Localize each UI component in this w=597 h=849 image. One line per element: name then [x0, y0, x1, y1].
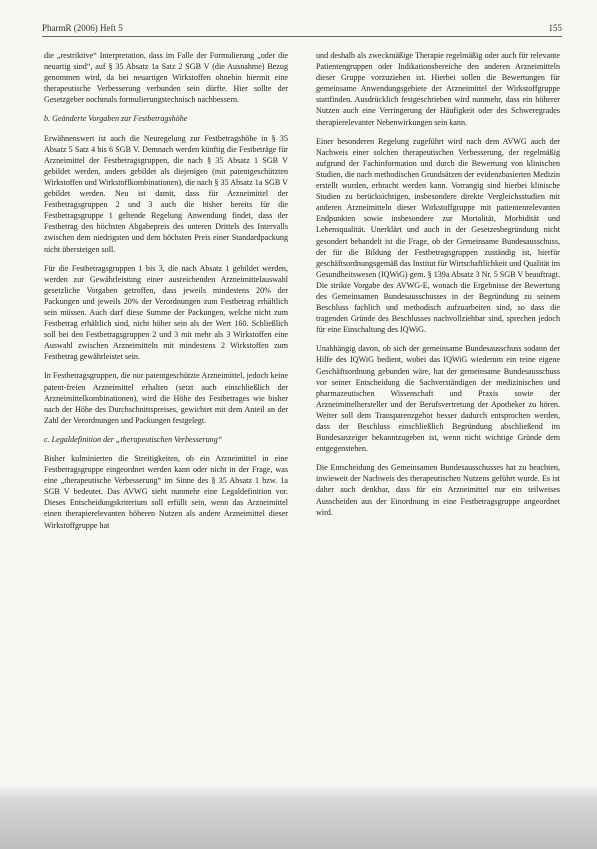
left-paragraph-2: Erwähnenswert ist auch die Neuregelung zur Festbetragshöhe in § 35 Absatz 5 Satz 4 bis 6 SGB V. Demnach werden künftig die Festbeträge für Arzneimittel der Festbetragsgruppen, die nach § 35 Absatz 1 SGB V gebildet werden, anders gebildet als diejenigen (mit patentgeschützten Wirkstoffen und Wirkstoffkombinationen), die nach § 35 Absatz 1a SGB V gebildet werden. Neu ist damit, dass für Arzneimittel der Festbetragsgruppen 2 und 3 auch die bisher bereits für die Festbetragsgruppe 1 geltende Regelung Anwendung findet, dass der Festbetrag den höchsten Abgabepreis des unteren Drittels des Intervalls zwischen dem niedrigsten und dem höchsten Preis einer Standardpackung nicht übersteigen soll. — [44, 133, 288, 254]
section-heading-b: b. Geänderte Vorgaben zur Festbetragshöhe — [44, 114, 188, 124]
scan-shadow — [0, 785, 597, 849]
left-paragraph-1: die „restriktive“ Interpretation, dass im Falle der Formulierung „oder die neuartig sind“, auf § 35 Absatz 1a Satz 2 SGB V (die Ausnahme) Bezug genommen wird, da bei neuartigen Wirkstoffen ohnehin hiermit eine therapeutische Verbesserung verbunden sein dürfte. Hier sollte der Gesetzgeber nochmals formulierungstechnisch nachbessern. — [44, 51, 288, 105]
left-paragraph-5: Bisher kulminierten die Streitigkeiten, ob ein Arzneimittel in eine Festbetragsgruppe eingeordnet werden kann oder nicht in der Frage, was eine „therapeutische Verbesserung“ im Sinne des § 35 Absatz 1 bzw. 1a SGB V bedeutet. Das AVWG sieht nunmehr eine Legaldefinition vor. Dieses Entscheidungskriterium soll erfüllt sein, wenn das Arzneimittel einen therapierelevanten höheren Nutzen als andere Arzneimittel dieser Wirkstoffgruppe hat — [44, 454, 288, 530]
page-number: 155 — [548, 23, 562, 33]
right-paragraph-3: Unabhängig davon, ob sich der gemeinsame Bundesausschuss sodann der Hilfe des IQWiG bedient, wobei das IQWiG wiederum ein reine eigene Geschäftsordnung gebunden wäre, hat der gemeinsame Bundesausschuss vor seiner Entscheidung die Sachverständigen der medizinischen und pharmazeutischen Wissenschaft und Praxis sowie der Arzneimittelhersteller und der Berufsvertretung der Apotheker zu hören. Weiter soll dem Transparenzgebot besser dadurch entsprochen werden, dass der Beschluss einschließlich Begründung abschließend im Bundesanzeiger bekanntzugeben ist, wenn nicht wichtige Gründe dem entgegenstehen. — [316, 344, 560, 454]
left-column — [44, 50, 288, 539]
right-paragraph-1: und deshalb als zweckmäßige Therapie regelmäßig oder auch für relevante Patientengruppen oder Indikationsbereiche den anderen Arzneimitteln dieser Gruppe vorzuziehen ist. Hierbei sollen die Bewertungen für gemeinsame Anwendungsgebiete der Arzneimittel der Wirkstoffgruppe stattfinden. Ausdrücklich festgeschrieben wird nunmehr, dass ein höherer Nutzen auch eine Verringerung der Häufigkeit oder des Schweregrades therapierelevanter Nebenwirkungen sein kann. — [316, 51, 560, 127]
right-column — [316, 50, 560, 526]
left-paragraph-3: Für die Festbetragsgruppen 1 bis 3, die nach Absatz 1 gebildet werden, werden zur Gewährleistung einer ausreichenden Arzneimittelauswahl gesetzliche Vorgaben getroffen, dass jeweils mindestens 20% der Packungen und jeweils 20% der Verordnungen zum Festbetrag erhältlich sein müssen. Auch darf diese Summe der Packungen, welche nicht zum Festbetrag erhältlich sind, nicht höher sein als der Wert 160. Schließlich soll bei den Festbetragsgruppen 2 und 3 mit mehr als 3 Wirkstoffen eine Auswahl zwischen Arzneimitteln mit mindestens 2 Wirkstoffen zum Festbetrag gewährleistet sein. — [44, 263, 288, 362]
section-heading-c: c. Legaldefinition der „therapeutischen Verbesserung“ — [44, 434, 223, 444]
right-paragraph-4: Die Entscheidung des Gemeinsamen Bundesausschusses hat zu beachten, inwieweit der Nachweis des therapeutischen Nutzens geführt wurde. Es ist daher auch denkbar, dass für ein Arzneimittel nur ein teilweises Ausscheiden aus der Einordnung in eine Festbetragsgruppe angeordnet wird. — [316, 463, 560, 517]
right-paragraph-2: Einer besonderen Regelung zugeführt wird nach dem AVWG auch der Nachweis einer solchen therapeutischen Verbesserung, der regelmäßig aufgrund der Fachinformation und durch die Bewertung von klinischen Studien, die nach methodischen Grundsätzen der evidenzbasierten Medizin erstellt wurden, erbracht werden kann. Vorrangig sind hierbei klinische Studien zu berücksichtigen, insbesondere direkte Vergleichsstudien mit anderen Arzneimitteln dieser Wirkstoffgruppe mit patientenrelevanten Endpunkten sowie insbesondere zur Mortalität, Morbidität und Lebensqualität. Unerklärt und auch in der Gesetzesbegründung nicht gesondert behandelt ist die Frage, ob der Gemeinsame Bundesausschuss, der für die Bildung der Festbetragsgruppen zuständig ist, hierfür geschäftsordnungsgemäß das Institut für Wirtschaftlichkeit und Qualität im Gesundheitswesen (IQWiG) gem. § 139a Absatz 3 Nr. 5 SGB V beauftragt. Die strikte Vorgabe des AVWG-E, wonach die Ergebnisse der Bewertung des Gemeinsamen Bundesausschusses in der Begründung zu seinem Beschluss fachlich und methodisch aufzuarbeiten sind, so dass die tragenden Gründe des Beschlusses nachvollziehbar sind, sprechen jedoch für eine Einschaltung des IQWiG. — [316, 136, 560, 335]
left-paragraph-4: In Festbetragsgruppen, die nur patentgeschützte Arzneimittel, jedoch keine patent-freien Arzneimittel erhalten (setzt auch einschließlich der Arzneimittelkombinationen), wird die Höhe des Festbetrages wie bisher nach der Höhe des Durchschnittspreises, gewichtet mit dem Anteil an der Zahl der Verordnungen und Packungen festgelegt. — [44, 371, 288, 425]
journal-title: PharmR (2006) Heft 5 — [42, 23, 123, 33]
running-header — [42, 20, 562, 37]
